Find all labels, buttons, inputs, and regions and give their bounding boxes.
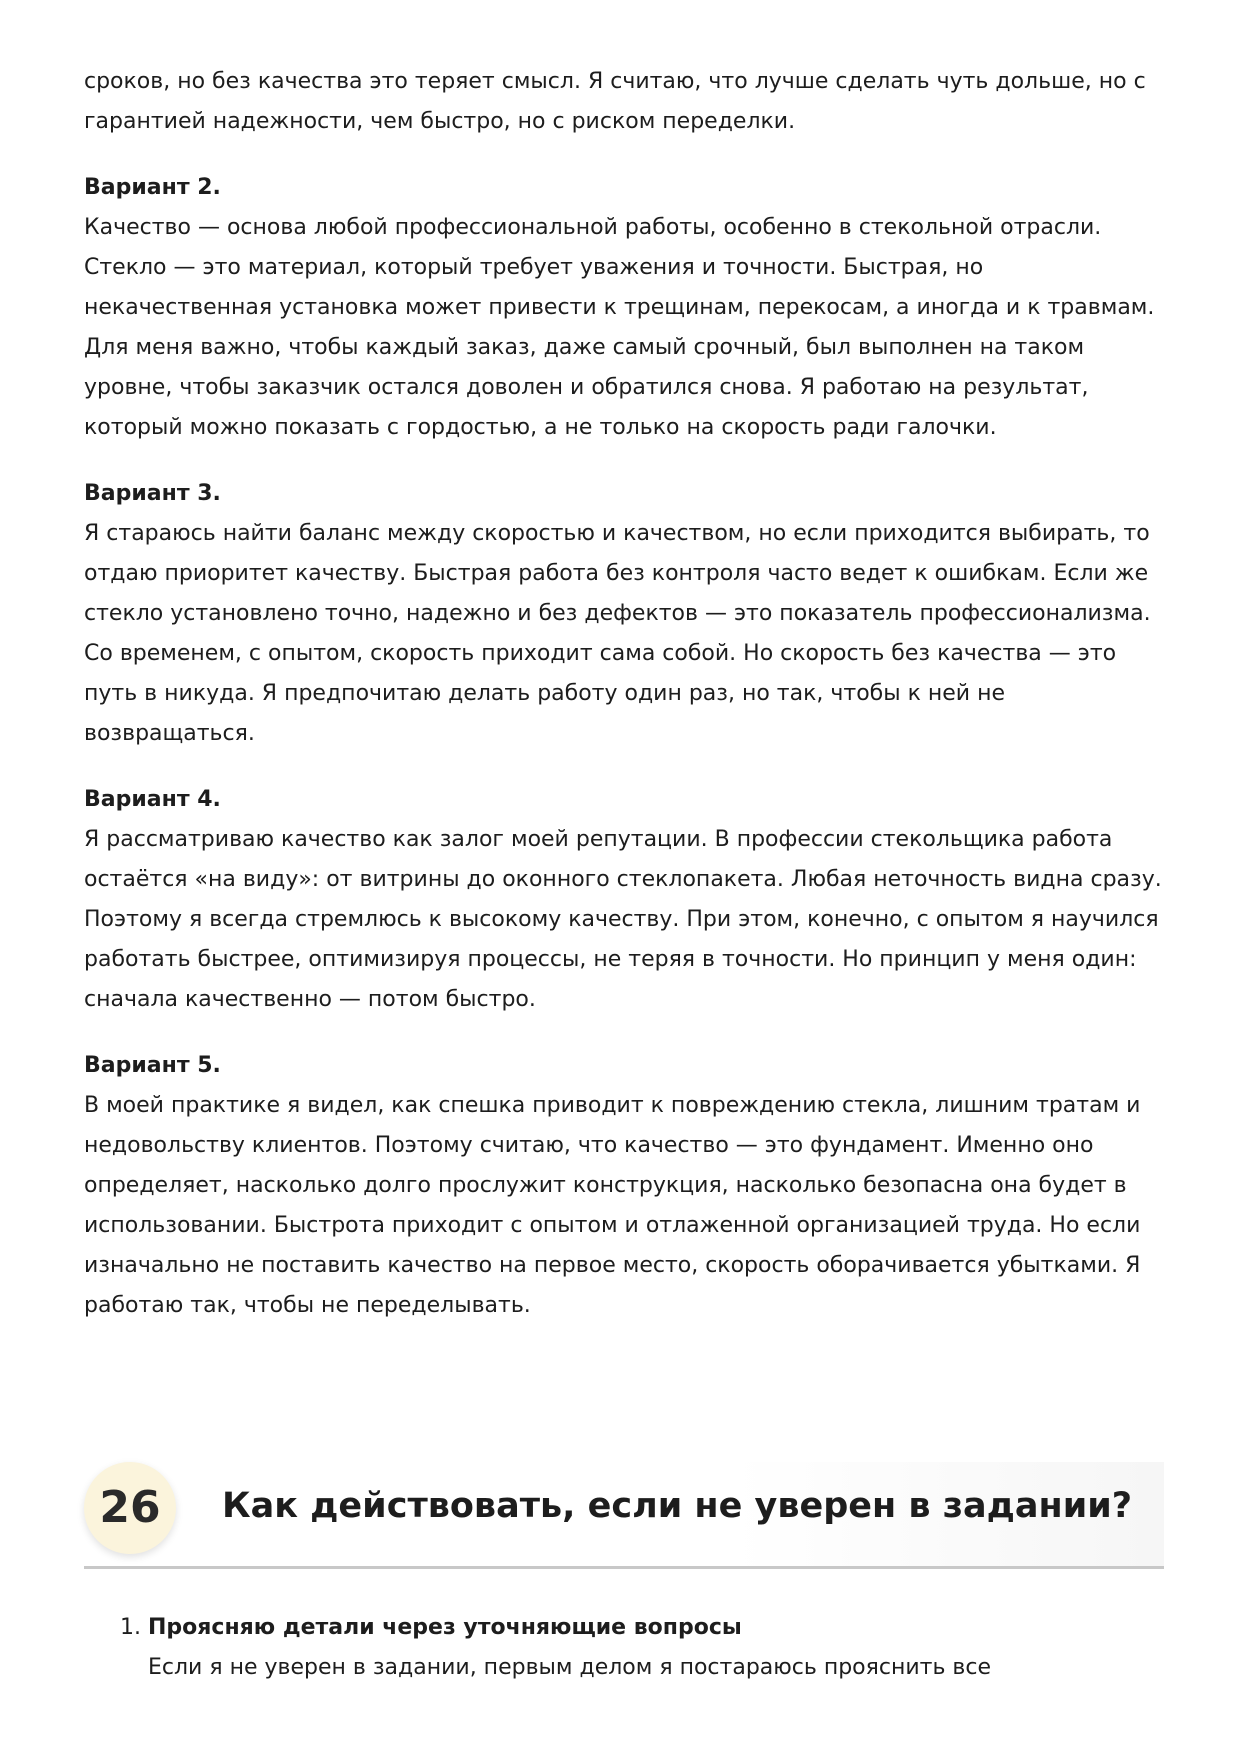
variant-block [84,474,1164,754]
variant-title: Вариант 3. [84,481,221,506]
variant-title: Вариант 2. [84,175,221,200]
list-item [84,1608,1164,1688]
variant-block [84,780,1164,1020]
variant-text: Я рассматриваю качество как залог моей репутации. В профессии стекольщика работа остаётся «на виду»: от витрины до оконного стеклопакета. Любая неточность видна сразу. Поэтому я всегда стремлюсь к высокому качеству. При этом, конечно, с опытом я научился работать быстрее, оптимизируя процессы, не теряя в точности. Но принцип у меня один: сначала качественно — потом быстро. [84,827,1162,1012]
variant-title: Вариант 5. [84,1053,221,1078]
list-item-title: Проясняю детали через уточняющие вопросы [148,1615,742,1640]
variant-block [84,1046,1164,1326]
list-item-number: 1. [120,1615,141,1640]
intro-paragraph: сроков, но без качества это теряет смысл. Я считаю, что лучше сделать чуть дольше, но с гарантией надежности, чем быстро, но с риском переделки. [84,69,1146,134]
section-header [84,1462,1164,1569]
numbered-list [84,1608,1164,1688]
variant-text: Качество — основа любой профессиональной работы, особенно в стекольной отрасли. Стекло — это материал, который требует уважения и точности. Быстрая, но некачественная установка может привести к трещинам, перекосам, а иногда и к травмам. Для меня важно, чтобы каждый заказ, даже самый срочный, был выполнен на таком уровне, чтобы заказчик остался доволен и обратился снова. Я работаю на результат, который можно показать с гордостью, а не только на скорость ради галочки. [84,215,1155,440]
document-body [84,62,1164,1326]
variant-title: Вариант 4. [84,787,221,812]
variant-block [84,168,1164,448]
variant-text: Я стараюсь найти баланс между скоростью и качеством, но если приходится выбирать, то отдаю приоритет качеству. Быстрая работа без контроля часто ведет к ошибкам. Если же стекло установлено точно, надежно и без дефектов — это показатель профессионализма. Со временем, с опытом, скорость приходит сама собой. Но скорость без качества — это путь в никуда. Я предпочитаю делать работу один раз, но так, чтобы к ней не возвращаться. [84,521,1151,746]
variant-text: В моей практике я видел, как спешка приводит к повреждению стекла, лишним тратам и недовольству клиентов. Поэтому считаю, что качество — это фундамент. Именно оно определяет, насколько долго прослужит конструкция, насколько безопасна она будет в использовании. Быстрота приходит с опытом и отлаженной организацией труда. Но если изначально не поставить качество на первое место, скорость оборачивается убытками. Я работаю так, чтобы не переделывать. [84,1093,1141,1318]
section-title: Как действовать, если не уверен в задании? [222,1486,1133,1526]
section-number-badge: 26 [84,1462,176,1554]
list-item-text: Если я не уверен в задании, первым делом я постараюсь прояснить все [148,1655,992,1680]
